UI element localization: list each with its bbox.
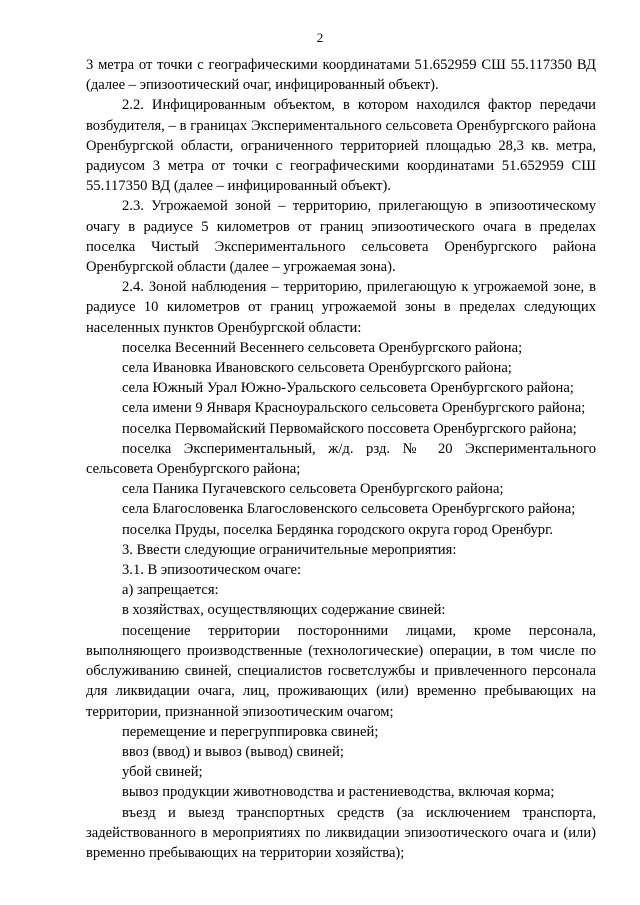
list-item: села Ивановка Ивановского сельсовета Оренбургского района;: [122, 360, 512, 377]
list-item: поселка Экспериментальный, ж/д. рзд. № 20 Экспериментального сельсовета Оренбургского района;: [86, 440, 596, 478]
list-item: поселка Весенний Весеннего сельсовета Оренбургского района;: [122, 339, 523, 356]
list-item: села имени 9 Января Красноуральского сельсовета Оренбургского района;: [122, 400, 586, 417]
list-item: поселка Первомайский Первомайского поссовета Оренбургского района;: [122, 420, 577, 437]
list-item: поселка Пруды, поселка Бердянка городского округа город Оренбург.: [122, 521, 554, 538]
section-heading: 3. Ввести следующие ограничительные мероприятия:: [122, 541, 457, 558]
list-item: посещение территории посторонними лицами, кроме персонала, выполняющего производственные (технологические) операции, в том числе по обслуживанию свиней, специалистов госветслужбы и привлеченного персонала для ликвидации очага, лиц, проживающих (или) временно пребывающих на территории, признанной эпизоотическим очагом;: [86, 622, 596, 720]
paragraph: 2.2. Инфицированным объектом, в котором находился фактор передачи возбудителя, – в границах Экспериментального сельсовета Оренбургского района Оренбургской области, ограниченного территорией площадью 28,3 кв. метра, радиусом 3 метра от точки с географическими координатами 51.652959 СШ 55.117350 ВД (далее – инфицированный объект).: [86, 97, 596, 195]
page-number: 2: [316, 30, 324, 45]
list-item: села Благословенка Благословенского сельсовета Оренбургского района;: [122, 501, 576, 518]
paragraph: 2.3. Угрожаемой зоной – территорию, прилегающую в эпизоотическому очагу в радиусе 5 километров от границ эпизоотического очага в пределах поселка Чистый Экспериментального сельсовета Оренбургского района Оренбургской области (далее – угрожаемая зона).: [86, 198, 596, 276]
paragraph: а) запрещается:: [122, 582, 219, 599]
list-item: села Южный Урал Южно-Уральского сельсовета Оренбургского района;: [122, 380, 574, 397]
list-item: вывоз продукции животноводства и растениеводства, включая корма;: [122, 784, 555, 801]
list-item: ввоз (ввод) и вывоз (вывод) свиней;: [122, 743, 344, 760]
paragraph: 3 метра от точки с географическими координатами 51.652959 СШ 55.117350 ВД (далее – эпизоотический очаг, инфицированный объект).: [86, 57, 596, 94]
list-item: убой свиней;: [122, 764, 203, 781]
list-item: въезд и выезд транспортных средств (за исключением транспорта, задействованного в мероприятиях по ликвидации эпизоотического очага и (или) временно пребывающих на территории хозяйства);: [86, 804, 596, 861]
list-item: села Паника Пугачевского сельсовета Оренбургского района;: [122, 481, 504, 498]
subsection-heading: 3.1. В эпизоотическом очаге:: [122, 562, 302, 579]
list-item: перемещение и перегруппировка свиней;: [122, 723, 379, 740]
document-body: [86, 55, 596, 863]
paragraph: 2.4. Зоной наблюдения – территорию, прилегающую к угрожаемой зоне, в радиусе 10 километров от границ угрожаемой зоны в пределах следующих населенных пунктов Оренбургской области:: [86, 279, 596, 336]
paragraph: в хозяйствах, осуществляющих содержание свиней:: [122, 602, 446, 619]
